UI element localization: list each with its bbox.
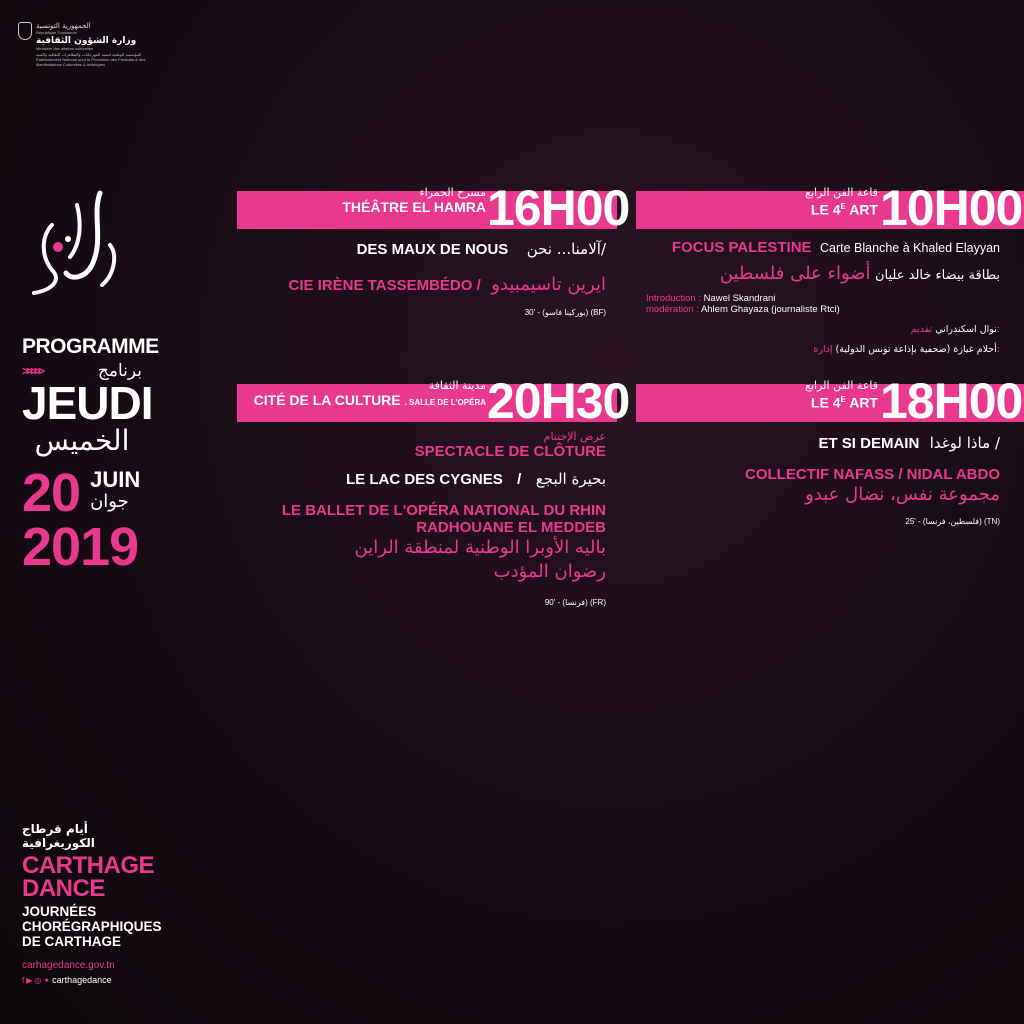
venue-2030 — [186, 379, 486, 411]
twitter-icon[interactable]: ✦ — [43, 975, 51, 985]
event-title-ar: ماذا لوغدا / — [929, 434, 1000, 452]
venue-1800 — [678, 379, 878, 411]
social-links — [22, 975, 112, 985]
event-1000 — [600, 239, 1000, 287]
company-ar: ايرين تاسيمبيدو — [491, 274, 606, 295]
establishment-fr: Établissement National pour la Promotion des Festivals & des Manifestations Culturelles & Artistiques — [36, 56, 146, 67]
venue-ar: مدينة الثقافة — [428, 379, 486, 392]
event-1800 — [600, 434, 1000, 526]
brand-name-2: DANCE — [22, 875, 105, 902]
website-link[interactable]: carhagedance.gov.tn — [22, 960, 115, 971]
venue-fr: THÉÂTRE EL HAMRA — [342, 199, 486, 215]
month-fr: JUIN — [90, 467, 141, 492]
programme-label: PROGRAMME — [22, 335, 159, 358]
program-header — [22, 335, 159, 577]
time-1600: 16H00 — [487, 180, 630, 236]
ministry-logo — [18, 22, 168, 67]
duration: 90' - (فرنسا) (FR) — [544, 598, 606, 607]
intro-ar-name: نوال اسكندراني — [935, 324, 997, 335]
intro-ar-label: تقديم: — [910, 324, 1000, 335]
establishment-ar: المؤسسة الوطنية لتنمية المهرجانات والتظاهرات الثقافية والفنية — [36, 51, 142, 57]
intro-name: Nawel Skandrani — [703, 293, 776, 304]
venue-fr: LE $4^E$ ART — [810, 201, 878, 218]
company-fr-2: RADHOUANE EL MEDDEB — [416, 519, 606, 536]
ministry-fr: Ministère des affaires culturelles — [36, 46, 94, 52]
venue-1000 — [678, 186, 878, 218]
carte-blanche-ar: بطاقة بيضاء خالد عليان — [875, 268, 1000, 283]
company-fr-1: LE BALLET DE L'OPÉRA NATIONAL DU RHIN — [281, 502, 606, 519]
brand-sub-3: DE CARTHAGE — [22, 934, 122, 949]
company-fr: COLLECTIF NAFASS / NIDAL ABDO — [745, 466, 1000, 483]
calligraphy-logo — [22, 185, 132, 305]
instagram-icon[interactable]: ◎ — [34, 975, 42, 985]
tunisia-emblem-icon — [18, 22, 32, 40]
venue-1600 — [236, 186, 486, 215]
brand-sub-1: JOURNÉES — [22, 904, 97, 919]
company-ar-2: رضوان المؤدب — [493, 561, 606, 582]
mod-ar-name: أحلام غيازة (صحفية بإذاعة تونس الدولية) — [835, 344, 997, 355]
day-name: JEUDI — [22, 377, 153, 429]
arrows-decoration: >>>>> — [22, 364, 43, 378]
event-title-fr: DES MAUX DE NOUS — [356, 241, 509, 258]
social-handle: carthagedance — [52, 975, 112, 985]
event-title-fr: ET SI DEMAIN — [818, 435, 920, 452]
company-ar: مجموعة نفس، نضال عبدو — [805, 484, 1000, 505]
event-1600 — [206, 240, 606, 317]
month-ar: جوان — [90, 491, 129, 512]
event-title-fr: LE LAC DES CYGNES — [346, 471, 503, 488]
event-2030 — [186, 430, 606, 607]
time-1000: 10H00 — [880, 180, 1023, 236]
focus-title: FOCUS PALESTINE — [671, 239, 812, 256]
venue-ar: مسرح الحمراء — [419, 186, 486, 199]
mod-label: modération : — [646, 304, 699, 315]
closing-fr: SPECTACLE DE CLÔTURE — [414, 443, 606, 460]
brand-name-ar: أيام قرطاج الكوريغرافية — [22, 822, 95, 850]
closing-ar: عرض الإختتام — [543, 430, 606, 443]
youtube-icon[interactable]: ▶ — [26, 975, 33, 985]
event-title-ar: بحيرة البجع — [535, 470, 606, 488]
event-1000-credits — [646, 293, 1006, 315]
brand-name-1: CARTHAGE — [22, 852, 154, 879]
focus-title-ar: أضواء على فلسطين — [719, 263, 871, 284]
venue-fr: CITÉ DE LA CULTURE . SALLE DE L'OPÉRA — [253, 392, 486, 408]
day-name-ar: الخميس — [34, 424, 130, 457]
date-year: 2019 — [22, 517, 139, 577]
carte-blanche: Carte Blanche à Khaled Elayyan — [820, 241, 1000, 255]
company-ar-1: باليه الأوبرا الوطنية لمنطقة الراين — [354, 537, 606, 558]
event-title-ar: آلامنا... نحن/ — [526, 240, 606, 258]
venue-ar: قاعة الفن الرابع — [805, 379, 878, 392]
time-1800: 18H00 — [880, 373, 1023, 429]
company-fr: CIE IRÈNE TASSEMBÉDO / — [288, 277, 481, 294]
duration: 30' - (بوركينا فاسو) (BF) — [524, 308, 606, 317]
intro-label: Introduction : — [646, 293, 701, 304]
duration: 25' - (فلسطين، فرنسا) (TN) — [905, 517, 1000, 526]
republic-fr: République Tunisienne — [36, 30, 77, 36]
brand-sub-2: CHORÉGRAPHIQUES — [22, 919, 162, 934]
event-1000-credits-ar — [640, 324, 1000, 355]
ministry-ar: وزارة الشؤون الثقافية — [36, 35, 137, 46]
title-separator: / — [517, 471, 522, 488]
mod-ar-label: إدارة: — [813, 344, 1000, 355]
festival-brand — [22, 822, 162, 949]
venue-ar: قاعة الفن الرابع — [805, 186, 878, 199]
time-2030: 20H30 — [487, 373, 630, 429]
venue-fr: LE $4^E$ ART — [810, 394, 878, 411]
republic-ar: الجمهورية التونسية — [36, 22, 91, 30]
programme-label-ar: برنامج — [97, 361, 142, 381]
date-day: 20 — [22, 463, 81, 523]
facebook-icon[interactable]: f — [22, 975, 25, 985]
mod-name: Ahlem Ghayaza (journaliste Rtci) — [700, 304, 840, 315]
